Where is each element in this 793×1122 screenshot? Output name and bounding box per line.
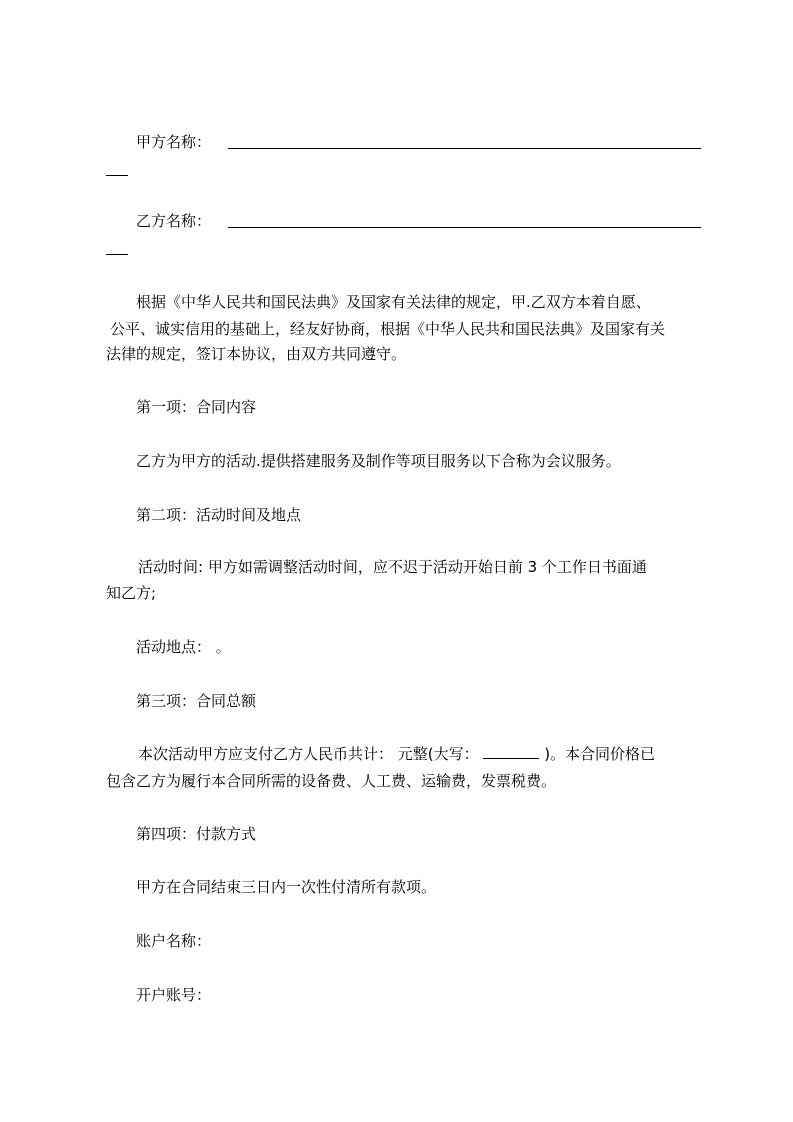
- party-b-name-line: [228, 227, 701, 228]
- section-2-title: 第二项：活动时间及地点: [136, 506, 302, 524]
- account-number-label: 开户账号：: [136, 986, 212, 1004]
- intro-line-2: 公平、诚实信用的基础上，经友好协商，根据《中华人民共和国民法典》及国家有关: [110, 320, 666, 338]
- section-4-title: 第四项：付款方式: [136, 825, 257, 843]
- section-1-title: 第一项：合同内容: [136, 398, 257, 416]
- party-b-name-line-tail: [106, 254, 128, 255]
- section-3-line-2: 包含乙方为履行本合同所需的设备费、人工费、运输费，发票税费。: [106, 772, 557, 790]
- section-3-amount-line: [138, 739, 708, 769]
- section-2-location: 活动地点： 。: [136, 638, 231, 656]
- section-2-time-line-2: 知乙方;: [106, 584, 157, 602]
- party-b-label: 乙方名称：: [136, 212, 212, 230]
- party-a-name-line-tail: [106, 175, 128, 176]
- intro-line-1: 根据《中华人民共和国民法典》及国家有关法律的规定，甲.乙双方本着自愿、: [136, 293, 651, 311]
- account-name-label: 账户名称：: [136, 932, 212, 950]
- section-1-body: 乙方为甲方的活动.提供搭建服务及制作等项目服务以下合称为会议服务。: [136, 452, 621, 470]
- section-4-body: 甲方在合同结束三日内一次性付清所有款项。: [136, 878, 437, 896]
- amount-uppercase-blank: [483, 744, 539, 759]
- section-3-title: 第三项：合同总额: [136, 692, 257, 710]
- party-a-label: 甲方名称：: [136, 133, 212, 151]
- amount-suffix: )。本合同价格已: [544, 745, 656, 763]
- amount-prefix: 本次活动甲方应支付乙方人民币共计： 元整(大写：: [138, 745, 479, 763]
- section-2-time-line-1: 活动时间: 甲方如需调整活动时间，应不迟于活动开始日前 3 个工作日书面通: [138, 558, 647, 576]
- party-a-name-line: [228, 148, 701, 149]
- intro-line-3: 法律的规定，签订本协议，由双方共同遵守。: [106, 345, 407, 363]
